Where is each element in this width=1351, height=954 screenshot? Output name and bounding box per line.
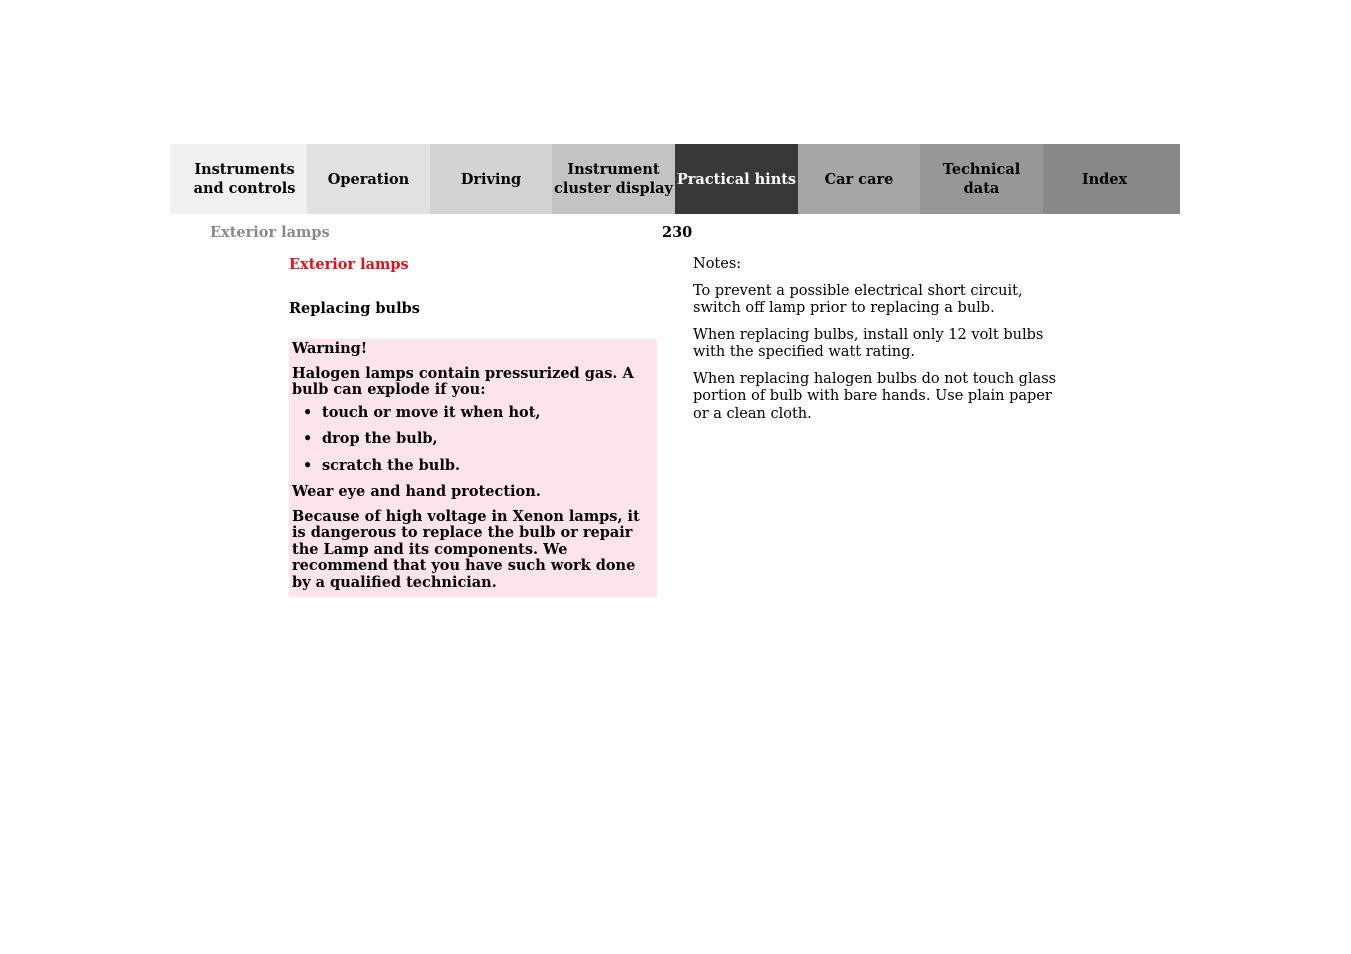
notes-title: Notes: [693,256,742,272]
tab-label: Instruments and controls [193,161,296,197]
bullet-icon: • [303,403,313,421]
warning-protection: Wear eye and hand protection. [292,483,541,500]
tab-label: Driving [460,170,522,188]
list-item [292,458,651,475]
section-label: Exterior lamps [210,224,330,241]
notes-column [693,256,1061,432]
warning-title: Warning! [292,340,368,357]
tab-instruments-and-controls[interactable] [170,144,307,214]
tab-label: Operation [327,170,410,188]
bullet-icon: • [303,430,313,447]
page-number: 230 [662,224,693,241]
list-item [292,405,651,422]
tab-car-care[interactable] [798,144,920,214]
tab-practical-hints[interactable] [675,144,798,214]
tab-driving[interactable] [430,144,552,214]
tab-label: Practical hints [676,170,797,188]
tab-instrument-cluster-display[interactable] [552,144,675,214]
section-subtitle: Replacing bulbs [289,300,420,317]
left-column [289,256,657,597]
warning-xenon: Because of high voltage in Xenon lamps, it is dangerous to replace the bulb or repair the Lamp and its components. We recommend that you have such work done by a qualified technician. [292,507,640,591]
list-item [292,431,651,448]
note-paragraph: When replacing bulbs, install only 12 volt bulbs with the specified watt rating. [693,326,1044,360]
tab-operation[interactable] [307,144,430,214]
tab-label: Instrument cluster display [554,161,673,197]
page-title: Exterior lamps [289,256,409,273]
list-item-text: drop the bulb, [322,430,438,447]
warning-list [292,405,651,475]
note-paragraph: When replacing halogen bulbs do not touch glass portion of bulb with bare hands. Use plain paper or a clean cloth. [693,370,1057,422]
tab-index[interactable] [1043,144,1180,214]
list-item-text: touch or move it when hot, [322,403,541,421]
tab-technical-data[interactable] [920,144,1043,214]
list-item-text: scratch the bulb. [322,456,461,474]
warning-box [289,339,657,597]
tab-label: Technical data [942,161,1021,197]
warning-intro: Halogen lamps contain pressurized gas. A bulb can explode if you: [292,364,634,398]
note-paragraph: To prevent a possible electrical short circuit, switch off lamp prior to replacing a bulb. [693,282,1023,316]
tab-label: Index [1081,170,1128,188]
tab-label: Car care [824,170,894,188]
chapter-navigation [170,144,1180,214]
bullet-icon: • [303,456,313,474]
